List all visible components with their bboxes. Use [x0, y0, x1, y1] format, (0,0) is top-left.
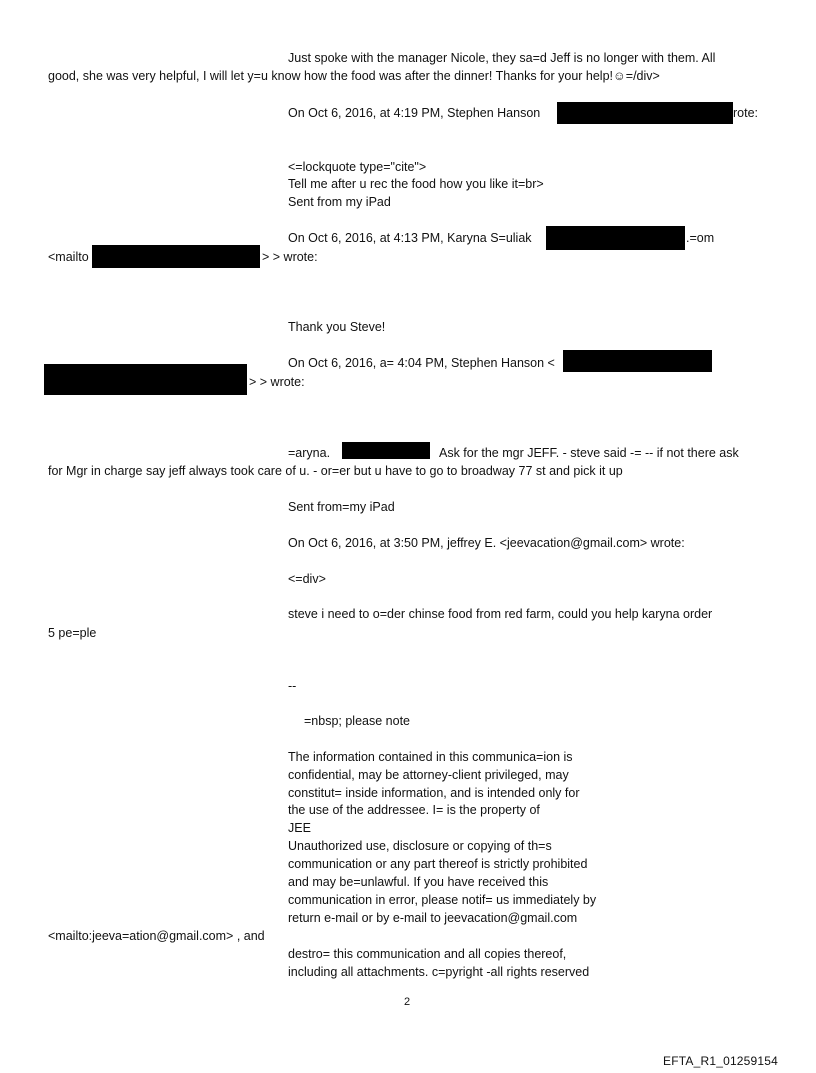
mailto-prefix: <mailto	[48, 250, 89, 264]
redaction-box	[342, 442, 430, 459]
disclaimer-line: including all attachments. c=pyright -all rights reserved	[288, 965, 590, 979]
quote-header-1: On Oct 6, 2016, at 4:19 PM, Stephen Hanson	[288, 106, 541, 120]
wrote-suffix: > > wrote:	[262, 250, 318, 264]
quote-header-4: On Oct 6, 2016, at 3:50 PM, jeffrey E. <jeevacation@gmail.com> wrote:	[288, 536, 685, 550]
redaction-box	[557, 102, 733, 124]
body-line-ask-mgr: Ask for the mgr JEFF. - steve said -= -- if not there ask	[439, 446, 739, 460]
disclaimer-line: Unauthorized use, disclosure or copying of th=s	[288, 839, 552, 853]
disclaimer-line: JEE	[288, 821, 311, 835]
disclaimer-line: constitut= inside information, and is intended only for	[288, 786, 580, 800]
disclaimer-line: destro= this communication and all copies thereof,	[288, 947, 567, 961]
body-line-tell-me: Tell me after u rec the food how you like it=br>	[288, 177, 544, 191]
mailto-jeeva: <mailto:jeeva=ation@gmail.com> , and	[48, 929, 265, 943]
disclaimer-line: The information contained in this communica=ion is	[288, 750, 573, 764]
please-note: =nbsp; please note	[304, 714, 410, 728]
div-tag: <=div>	[288, 572, 326, 586]
disclaimer-line: confidential, may be attorney-client privileged, may	[288, 768, 569, 782]
disclaimer-line: communication in error, please notif= us immediately by	[288, 893, 597, 907]
body-line-order: steve i need to o=der chinse food from red farm, could you help karyna order	[288, 607, 713, 621]
body-line-1: Just spoke with the manager Nicole, they sa=d Jeff is no longer with them. All	[288, 51, 716, 65]
disclaimer-line: the use of the addressee. I= is the property of	[288, 803, 540, 817]
disclaimer-line: return e-mail or by e-mail to jeevacation@gmail.com	[288, 911, 578, 925]
footer-document-id: EFTA_R1_01259154	[663, 1054, 779, 1068]
body-line-broadway: for Mgr in charge say jeff always took care of u. - or=er but u have to go to broadway 77 st and pick it up	[48, 464, 623, 478]
quote-header-1-end: rote:	[733, 106, 759, 120]
quote-header-2: On Oct 6, 2016, at 4:13 PM, Karyna S=uliak	[288, 231, 532, 245]
body-line-people: 5 pe=ple	[48, 626, 97, 640]
wrote-suffix: > > wrote:	[249, 375, 305, 389]
quote-header-3: On Oct 6, 2016, a= 4:04 PM, Stephen Hanson <	[288, 356, 555, 370]
page-number: 2	[404, 996, 411, 1008]
body-line-thank-you: Thank you Steve!	[288, 320, 386, 334]
redaction-box	[92, 245, 260, 268]
blockquote-tag: <=lockquote type="cite">	[288, 160, 427, 174]
redaction-box	[563, 350, 712, 372]
body-line-aryna: =aryna.	[288, 446, 331, 460]
quote-header-2-end: .=om	[686, 231, 715, 245]
redaction-box	[44, 364, 247, 395]
signature-separator: --	[288, 679, 297, 693]
redaction-box	[546, 226, 685, 250]
body-line-2: good, she was very helpful, I will let y=u know how the food was after the dinner! Thanks for your help!☺=/div>	[48, 69, 660, 83]
sent-from-ipad: Sent from=my iPad	[288, 500, 395, 514]
disclaimer-line: and may be=unlawful. If you have received this	[288, 875, 549, 889]
disclaimer-line: communication or any part thereof is strictly prohibited	[288, 857, 588, 871]
sent-from-ipad: Sent from my iPad	[288, 195, 391, 209]
